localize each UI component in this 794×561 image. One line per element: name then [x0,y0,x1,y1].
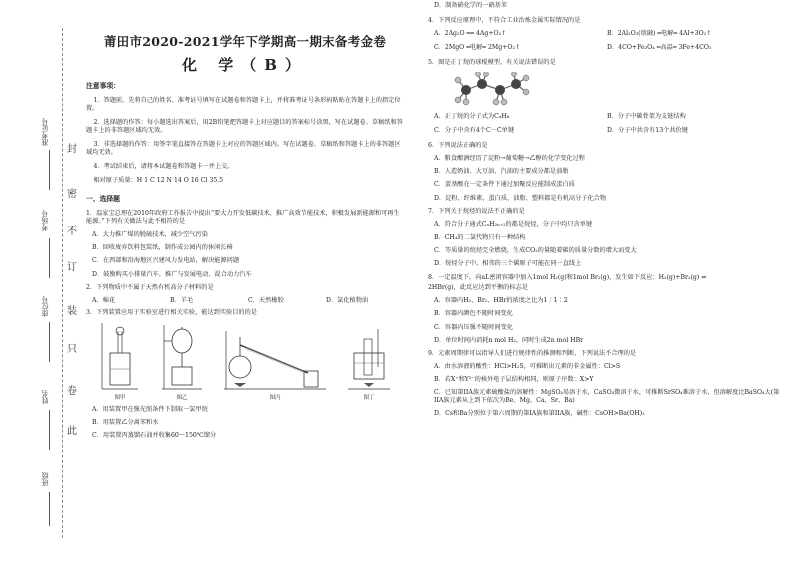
q2-option-a: A．棉花 [92,296,116,304]
field-exam-id: 准考证号 [41,118,49,146]
butane-ball-stick-model [452,72,780,109]
exam-subject: 化 学（B） [182,55,308,74]
q7-option-d: D．烷烃分子中，相邻的三个碳原子可能在同一直线上 [434,260,582,268]
q1-option-c: C．在西部和沿海地区兴建风力发电站，解决能源问题 [92,257,240,265]
notice-item: 1．答题前，先将自己的姓名、准考证号填写在试题卷和答题卡上，并将准考证号条形码粘贴在答题卡上的指定位置。 [86,96,401,112]
notice-item: 4．考试结束后，请将本试题卷和答题卡一并上交。 [93,162,234,170]
apparatus-ding-icon [344,323,394,393]
q7-option-a: A．符合分子通式CₙH₂ₙ₊₂的都是烷烃，分子中均只含单键 [434,220,593,228]
sidebar-char: 不 [67,226,77,237]
sidebar-char: 订 [67,262,77,273]
section-heading: 一、选择题 [86,194,120,203]
binding-dashed-line [62,28,63,538]
q2-option-d: D．氯化植物油 [326,296,369,304]
q3-option-d: D．制备硝化学的一硝基苯 [434,2,508,9]
q2-options [86,297,404,305]
question-2-stem: 2．下列物质中不属于天然有机高分子材料的是 [86,283,214,291]
q9-option-d: D．Cs和Ba分别位于第六周期的第IA族和第IIA族，碱性：CsOH>Ba(OH)₂ [434,410,645,418]
q5-options-row1 [428,113,780,121]
atomic-masses: 相对原子质量：H 1 C 12 N 14 O 16 Cl 35.5 [93,177,224,185]
apparatus-yi-icon [158,323,206,393]
q6-option-d: D．淀粉、纤维素、蛋白质、油脂、塑料都是有机高分子化合物 [434,194,607,202]
question-6-stem: 6．下列说法正确的是 [428,142,488,149]
figure-label: 图甲 [114,395,126,402]
q5-option-d: D．分子中共含有13个共价键 [607,127,688,135]
question-7-stem: 7．下列关于烷烃的说法不正确的是 [428,207,525,215]
figure-label: 图丙 [269,395,281,402]
q8-option-d: D．单位时间内消耗n mol H₂，同时生成2n mol HBr [434,336,584,344]
q5-options-row2 [428,127,780,135]
q1-option-b: B．回收废弃饮料包装纸，制作成公园内的休闲长椅 [92,244,233,252]
q4-option-c: C．2MgO ═电解═ 2Mg+O₂↑ [434,44,521,52]
figure-bing [220,323,330,402]
q1-option-a: A．大力推广煤的脱硫技术，减少空气污染 [92,230,208,238]
notice-item: 3．非选择题的作答：用签字笔直接答在答题卡上对应的答题区域内。写在试题卷、草稿纸和答题卡上的非答题区域均无效。 [86,140,401,156]
q7-option-c: C．等质量的烷烃完全燃烧，生成CO₂的量随着碳的质量分数的增大而变大 [434,247,637,254]
q4-option-a: A．2Ag₂O ══ 4Ag+O₂↑ [434,29,507,37]
field-seat: 座位号 [41,296,49,317]
left-column [86,28,404,446]
q3-option-c: C．用装置丙蒸馏石油并收集60～150℃馏分 [92,432,217,440]
ball-stick-model-icon [452,72,532,106]
sidebar-char: 只 [67,344,77,355]
question-4-stem: 4．下列反应原理中，不符合工业治炼金属实际情况的是 [428,16,581,24]
apparatus-bing-icon [220,323,330,393]
question-5-stem: 5．图是正丁烷的球棍模型，有关说法错误的是 [428,59,556,66]
q3-apparatus-figures [86,323,404,402]
q8-option-c: C．容器内压强不随时间变化 [434,323,513,331]
question-8-stem: 8．一定温度下，向aL密闭容器中加入1mol H₂(g)和1mol Br₂(g)，发生如下反应：H₂(g)+Br₂(g) ⇌ [428,273,707,281]
notice-heading: 注意事项： [86,82,120,91]
q1-option-d: D．鼓励购买小排量汽车，推广与发展电动、混合动力汽车 [92,270,252,278]
question-3-stem: 3．下列装置应用于实验室进行相关实验，能达到实验目的的是 [86,309,257,317]
sidebar-char: 密 [67,189,77,200]
q4-options-row2 [428,44,780,52]
field-name: 姓名 [41,390,49,404]
figure-ding [344,323,394,402]
figure-label: 图丁 [363,395,375,402]
q3-option-b: B．用装置乙分离苯和水 [92,419,159,427]
field-exam-room: 考场号 [41,210,49,231]
q7-option-b: B．CH₄的二氯代物只有一种结构 [434,233,526,241]
q4-option-d: D．4CO+Fe₃O₄ ═高温═ 3Fe+4CO₂ [607,44,712,52]
q4-options-row1 [428,30,780,38]
q4-option-b: B．2Al₂O₃(熔融) ═电解═ 4Al+3O₂↑ [607,29,712,37]
q6-option-c: C．蛋基酸在一定条件下通过加聚反应能制成蛋白质 [434,181,575,189]
q5-option-a: A．正丁烷的分子式为C₄H₈ [434,112,510,120]
figure-label: 图乙 [176,395,188,402]
notice-item: 2．选择题的作答：每小题选出答案后，用2B铅笔把答题卡上对应题目的答案标号涂黑，写在试题卷、草稿纸和答题卡上的非答题区域均无效。 [86,118,403,134]
q5-option-b: B．分子中碳骨架为支链结构 [607,112,686,120]
question-9-stem: 9．元素周期律可以指导人们进行规律性的推测和判断，下列说法不合理的是 [428,350,637,357]
apparatus-jia-icon [96,323,144,393]
q6-option-b: B．人造奶油、大豆油、汽油的主要成分都是油脂 [434,168,569,175]
q2-option-b: B．羊毛 [170,296,194,304]
right-column [428,2,780,424]
sidebar-char: 卷 [67,386,77,397]
exam-title: 莆田市2020-2021学年下学期高一期末备考金卷 [103,34,387,49]
q9-option-b: B．若X⁺和Y²⁻的核外电子层结构相同，则原子序数：X>Y [434,376,594,383]
binding-sidebar [0,0,82,561]
figure-yi [158,323,206,402]
figure-jia [96,323,144,402]
q8-option-b: B．容器内颜色不随时间变化 [434,310,513,318]
q2-option-c: C．天然橡胶 [248,296,284,304]
sidebar-char: 装 [67,306,77,317]
q9-option-c: C．已知第IIA族元素硫酸盐的溶解性：MgSO₄易溶于水，CaSO₄微溶于水，可推断SrSO₄难溶于水，但溶解度比BaSO₄大(第IIA族元素从上到下依次为Be、Mg、Ca、Sr、Ba) [434,389,780,404]
q9-option-a: A．由水溶液的酸性：HCl>H₂S，可推断出元素的非金属性：Cl>S [434,362,621,370]
q8-option-a: A．容器内H₂、Br₂、HBr的浓度之比为1∶1∶2 [434,297,568,304]
q5-option-c: C．分子中含有4个C－C单键 [434,127,515,135]
sidebar-char: 此 [67,426,77,437]
question-8-stem-cont: 2HBr(g)，此反应达到平衡的标志是 [428,284,528,292]
question-1-stem: 1．温家宝总理在2010年政府工作报告中提出“要大力开发低碳技术，推广高效节能技术，积极发展新能源和可再生能源。”下列有关做法与此不相符的是 [86,210,400,226]
q3-option-a: A．用装置甲在强光照条件下制取一氯甲烷 [92,405,208,413]
q6-option-a: A．粮食酿酒经历了淀粉→葡萄糖→乙醇的化学变化过程 [434,154,585,162]
sidebar-char: 封 [67,144,77,155]
field-class: 班级 [41,472,49,486]
